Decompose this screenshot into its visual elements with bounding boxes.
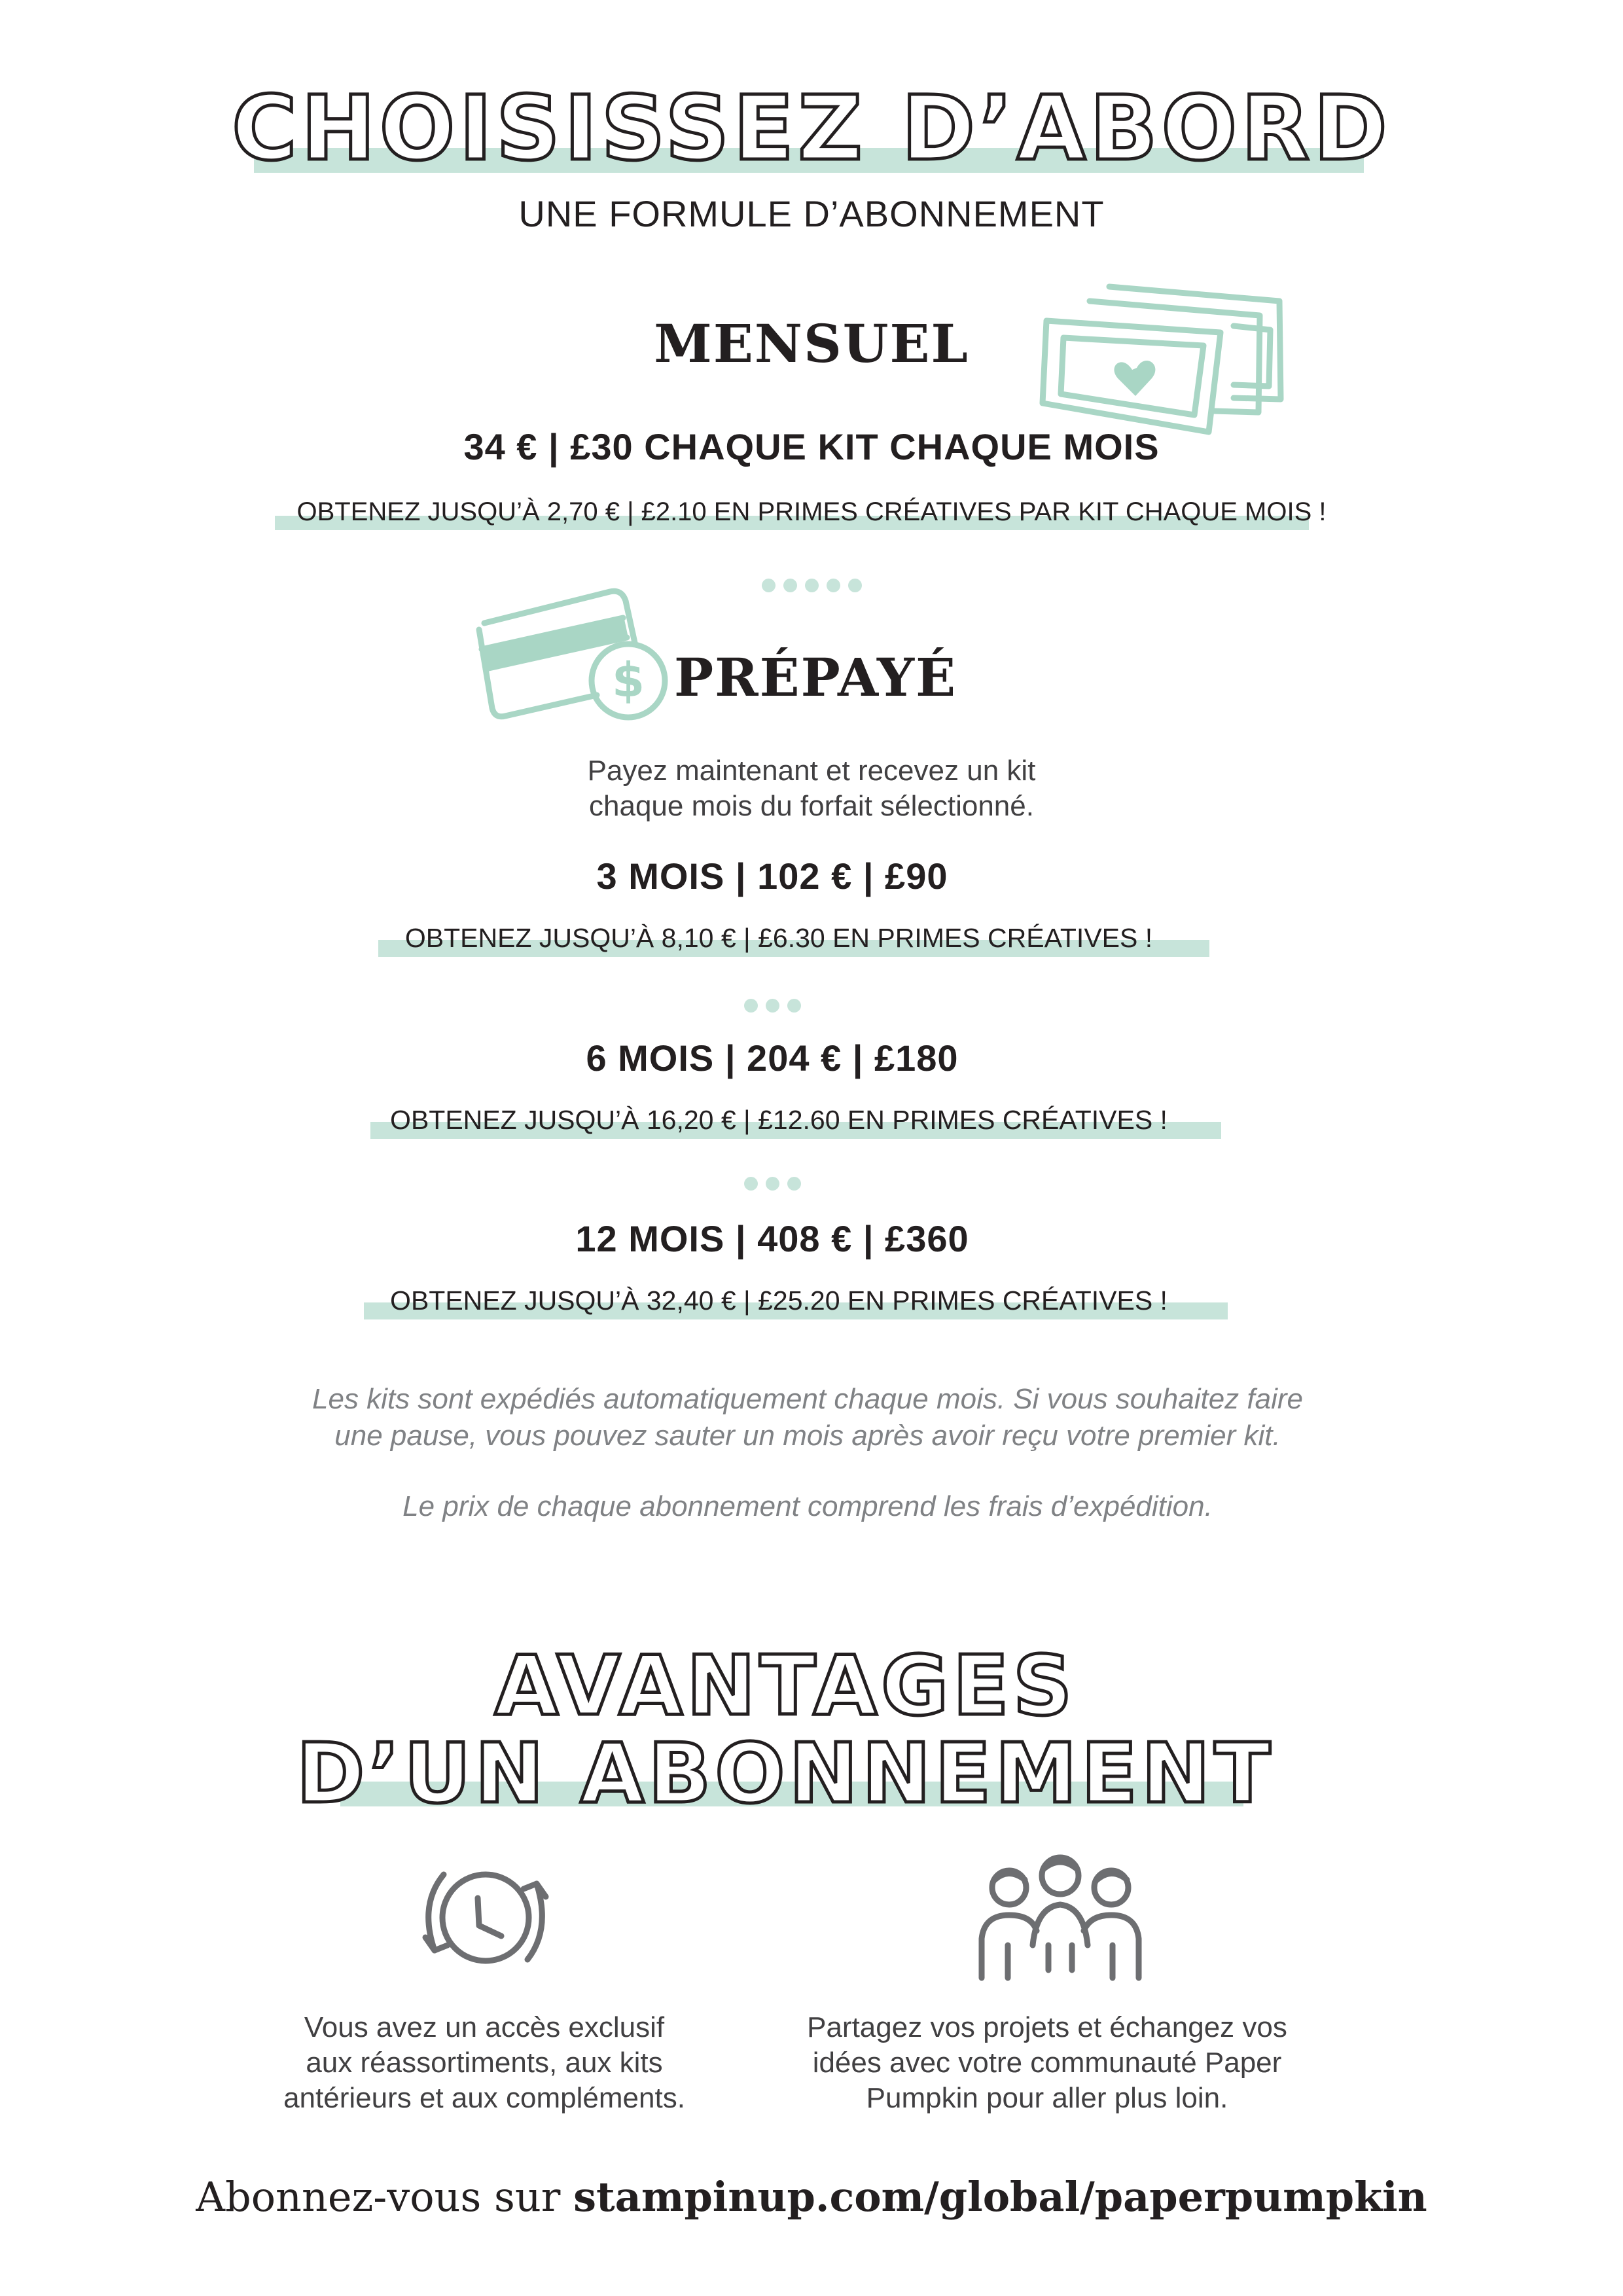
page-subtitle: UNE FORMULE D’ABONNEMENT: [518, 193, 1105, 234]
prepaid-description-line1: Payez maintenant et recevez un kit: [587, 755, 1036, 787]
benefit-exclusive-line1: Vous avez un accès exclusif: [304, 2011, 665, 2043]
separator-dots: [0, 999, 1584, 1016]
footer-url-link[interactable]: stampinup.com/global/paperpumpkin: [573, 2173, 1427, 2221]
benefit-community-line3: Pumpkin pour aller plus loin.: [866, 2082, 1228, 2114]
monthly-title: MENSUEL: [654, 313, 969, 374]
plan-3-bonus: OBTENEZ JUSQU’À 8,10 € | £6.30 EN PRIMES CRÉATIVES !: [404, 923, 1153, 953]
price-note: Le prix de chaque abonnement comprend les frais d’expédition.: [402, 1490, 1213, 1522]
benefit-exclusive-line2: aux réassortiments, aux kits: [306, 2047, 663, 2079]
footer-cta: [0, 2173, 1623, 2221]
page-title: CHOISISSEZ D’ABORD: [232, 77, 1391, 181]
money-bills-icon: [1037, 275, 1286, 439]
footer-prefix: Abonnez-vous sur: [196, 2173, 574, 2221]
shipping-note-line1: Les kits sont expédiés automatiquement chaque mois. Si vous souhaitez faire: [312, 1383, 1303, 1415]
plan-12-bonus: OBTENEZ JUSQU’À 32,40 € | £25.20 EN PRIMES CRÉATIVES !: [390, 1285, 1168, 1316]
prepaid-title: PRÉPAYÉ: [674, 647, 957, 708]
plan-3-price: 3 MOIS | 102 € | £90: [596, 855, 948, 897]
community-icon: [969, 1847, 1152, 1991]
shipping-note-line2: une pause, vous pouvez sauter un mois après avoir reçu votre premier kit.: [334, 1420, 1281, 1452]
clock-icon: [406, 1852, 563, 1983]
benefits-title-line2: D’UN ABONNEMENT: [296, 1725, 1275, 1821]
monthly-bonus: OBTENEZ JUSQU’À 2,70 € | £2.10 EN PRIMES CRÉATIVES PAR KIT CHAQUE MOIS !: [296, 497, 1327, 526]
plan-6-bonus: OBTENEZ JUSQU’À 16,20 € | £12.60 EN PRIMES CRÉATIVES !: [390, 1105, 1168, 1135]
separator-dots: [0, 579, 1623, 596]
benefits-title-line1: AVANTAGES: [494, 1638, 1077, 1734]
separator-dots: [0, 1177, 1584, 1194]
benefit-community-line1: Partagez vos projets et échangez vos: [807, 2011, 1287, 2043]
monthly-price: 34 € | £30 CHAQUE KIT CHAQUE MOIS: [463, 426, 1160, 467]
svg-text:$: $: [611, 653, 645, 708]
plan-6-price: 6 MOIS | 204 € | £180: [586, 1037, 959, 1079]
credit-card-dollar-icon: [473, 584, 669, 728]
prepaid-description-line2: chaque mois du forfait sélectionné.: [589, 790, 1034, 822]
benefit-community-line2: idées avec votre communauté Paper: [812, 2047, 1282, 2079]
plan-12-price: 12 MOIS | 408 € | £360: [575, 1218, 969, 1259]
benefit-exclusive-line3: antérieurs et aux compléments.: [283, 2082, 685, 2114]
